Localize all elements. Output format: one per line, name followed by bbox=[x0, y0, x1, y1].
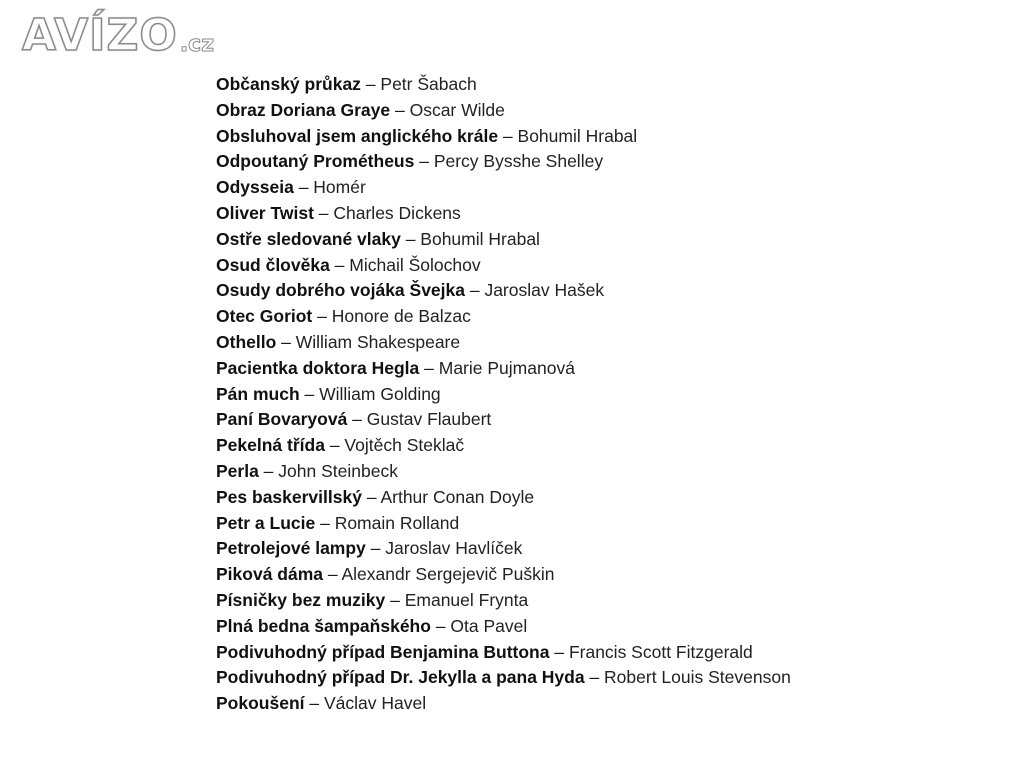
title-author-separator: – bbox=[347, 409, 367, 430]
book-title: Odpoutaný Prométheus bbox=[216, 151, 415, 172]
book-author: Gustav Flaubert bbox=[366, 409, 492, 430]
book-entry bbox=[216, 407, 791, 433]
book-entry bbox=[216, 433, 791, 459]
book-entry bbox=[216, 691, 791, 717]
book-title: Odysseia bbox=[216, 177, 294, 198]
book-entry bbox=[216, 588, 791, 614]
title-author-separator: – bbox=[430, 615, 451, 636]
book-entry bbox=[216, 124, 791, 150]
book-author: Marie Pujmanová bbox=[438, 357, 575, 378]
title-author-separator: – bbox=[365, 538, 386, 559]
book-title: Občanský průkaz bbox=[216, 74, 361, 94]
book-title: Pekelná třída bbox=[216, 435, 325, 456]
title-author-separator: – bbox=[400, 228, 421, 249]
title-author-separator: – bbox=[323, 564, 342, 585]
book-entry bbox=[216, 485, 791, 511]
book-title: Perla bbox=[216, 460, 259, 481]
title-author-separator: – bbox=[315, 512, 335, 533]
book-entry bbox=[216, 640, 791, 666]
book-entry bbox=[216, 562, 791, 588]
title-author-separator: – bbox=[293, 177, 314, 198]
book-author: Francis Scott Fitzgerald bbox=[568, 641, 753, 662]
title-author-separator: – bbox=[584, 667, 605, 688]
title-author-separator: – bbox=[385, 589, 405, 610]
book-author: Vojtěch Steklač bbox=[344, 435, 465, 456]
book-author: William Shakespeare bbox=[295, 331, 461, 352]
title-author-separator: – bbox=[414, 151, 434, 172]
book-title: Pacientka doktora Hegla bbox=[216, 357, 420, 378]
title-author-separator: – bbox=[312, 306, 332, 327]
title-author-separator: – bbox=[329, 254, 350, 275]
title-author-separator: – bbox=[299, 383, 320, 404]
book-title: Obsluhoval jsem anglického krále bbox=[216, 125, 499, 146]
book-entry bbox=[216, 278, 791, 304]
title-author-separator: – bbox=[313, 202, 334, 223]
book-author: Bohumil Hrabal bbox=[517, 125, 638, 146]
book-entry bbox=[216, 304, 791, 330]
book-author: Honore de Balzac bbox=[331, 306, 471, 327]
book-entry bbox=[216, 382, 791, 408]
book-author: Václav Havel bbox=[323, 693, 427, 714]
book-author: William Golding bbox=[319, 383, 441, 404]
book-author: Ota Pavel bbox=[450, 615, 528, 636]
book-title: Podivuhodný případ Dr. Jekylla a pana Hyda bbox=[216, 667, 585, 688]
book-title: Podivuhodný případ Benjamina Buttona bbox=[216, 641, 550, 662]
title-author-separator: – bbox=[324, 435, 345, 456]
book-entry bbox=[216, 665, 791, 691]
book-entry bbox=[216, 227, 791, 253]
watermark-domain-text: .cz bbox=[179, 32, 215, 57]
avizo-watermark-logo bbox=[22, 10, 215, 61]
book-title: Petrolejové lampy bbox=[216, 538, 366, 559]
title-author-separator: – bbox=[304, 693, 324, 714]
book-title: Pes baskervillský bbox=[216, 486, 362, 507]
book-author: Percy Bysshe Shelley bbox=[433, 151, 604, 172]
book-author: John Steinbeck bbox=[278, 460, 398, 481]
book-entry bbox=[216, 98, 791, 124]
book-entry bbox=[216, 614, 791, 640]
book-entry bbox=[216, 149, 791, 175]
title-author-separator: – bbox=[390, 99, 410, 120]
book-entry bbox=[216, 253, 791, 279]
book-author: Jaroslav Havlíček bbox=[385, 538, 523, 559]
book-author: Michail Šolochov bbox=[349, 254, 481, 275]
book-entry bbox=[216, 356, 791, 382]
book-entry bbox=[216, 459, 791, 485]
title-author-separator: – bbox=[360, 74, 381, 94]
book-title: Paní Bovaryová bbox=[216, 409, 348, 430]
book-author: Bohumil Hrabal bbox=[420, 228, 540, 249]
book-entry bbox=[216, 175, 791, 201]
book-entry bbox=[216, 72, 791, 98]
watermark-main-text: AVÍZO bbox=[22, 10, 178, 61]
book-title: Pokoušení bbox=[216, 693, 305, 714]
book-title: Pán much bbox=[216, 383, 300, 404]
book-entry bbox=[216, 536, 791, 562]
title-author-separator: – bbox=[498, 125, 518, 146]
book-title: Otec Goriot bbox=[216, 306, 313, 327]
book-entry bbox=[216, 330, 791, 356]
book-author: Robert Louis Stevenson bbox=[604, 667, 791, 688]
book-title: Oliver Twist bbox=[216, 202, 314, 223]
book-author: Arthur Conan Doyle bbox=[380, 486, 535, 507]
book-author: Alexandr Sergejevič Puškin bbox=[341, 564, 555, 585]
book-title: Obraz Doriana Graye bbox=[216, 99, 391, 120]
book-title: Ostře sledované vlaky bbox=[216, 228, 401, 249]
book-title: Piková dáma bbox=[216, 564, 323, 585]
book-title: Osud člověka bbox=[216, 254, 330, 275]
book-author: Petr Šabach bbox=[380, 74, 477, 94]
book-entry bbox=[216, 201, 791, 227]
book-title: Osudy dobrého vojáka Švejka bbox=[216, 280, 465, 301]
title-author-separator: – bbox=[276, 331, 296, 352]
book-author: Emanuel Frynta bbox=[404, 589, 529, 610]
title-author-separator: – bbox=[419, 357, 439, 378]
book-title: Petr a Lucie bbox=[216, 512, 316, 533]
book-author: Romain Rolland bbox=[334, 512, 460, 533]
book-author: Homér bbox=[313, 177, 366, 198]
title-author-separator: – bbox=[361, 486, 381, 507]
book-author: Jaroslav Hašek bbox=[484, 280, 605, 301]
title-author-separator: – bbox=[258, 460, 279, 481]
book-title: Písničky bez muziky bbox=[216, 589, 386, 610]
book-title: Plná bedna šampaňského bbox=[216, 615, 431, 636]
book-author: Charles Dickens bbox=[333, 202, 461, 223]
book-list bbox=[216, 72, 791, 717]
title-author-separator: – bbox=[549, 641, 569, 662]
book-title: Othello bbox=[216, 331, 277, 352]
book-entry bbox=[216, 511, 791, 537]
book-author: Oscar Wilde bbox=[409, 99, 505, 120]
title-author-separator: – bbox=[464, 280, 485, 301]
